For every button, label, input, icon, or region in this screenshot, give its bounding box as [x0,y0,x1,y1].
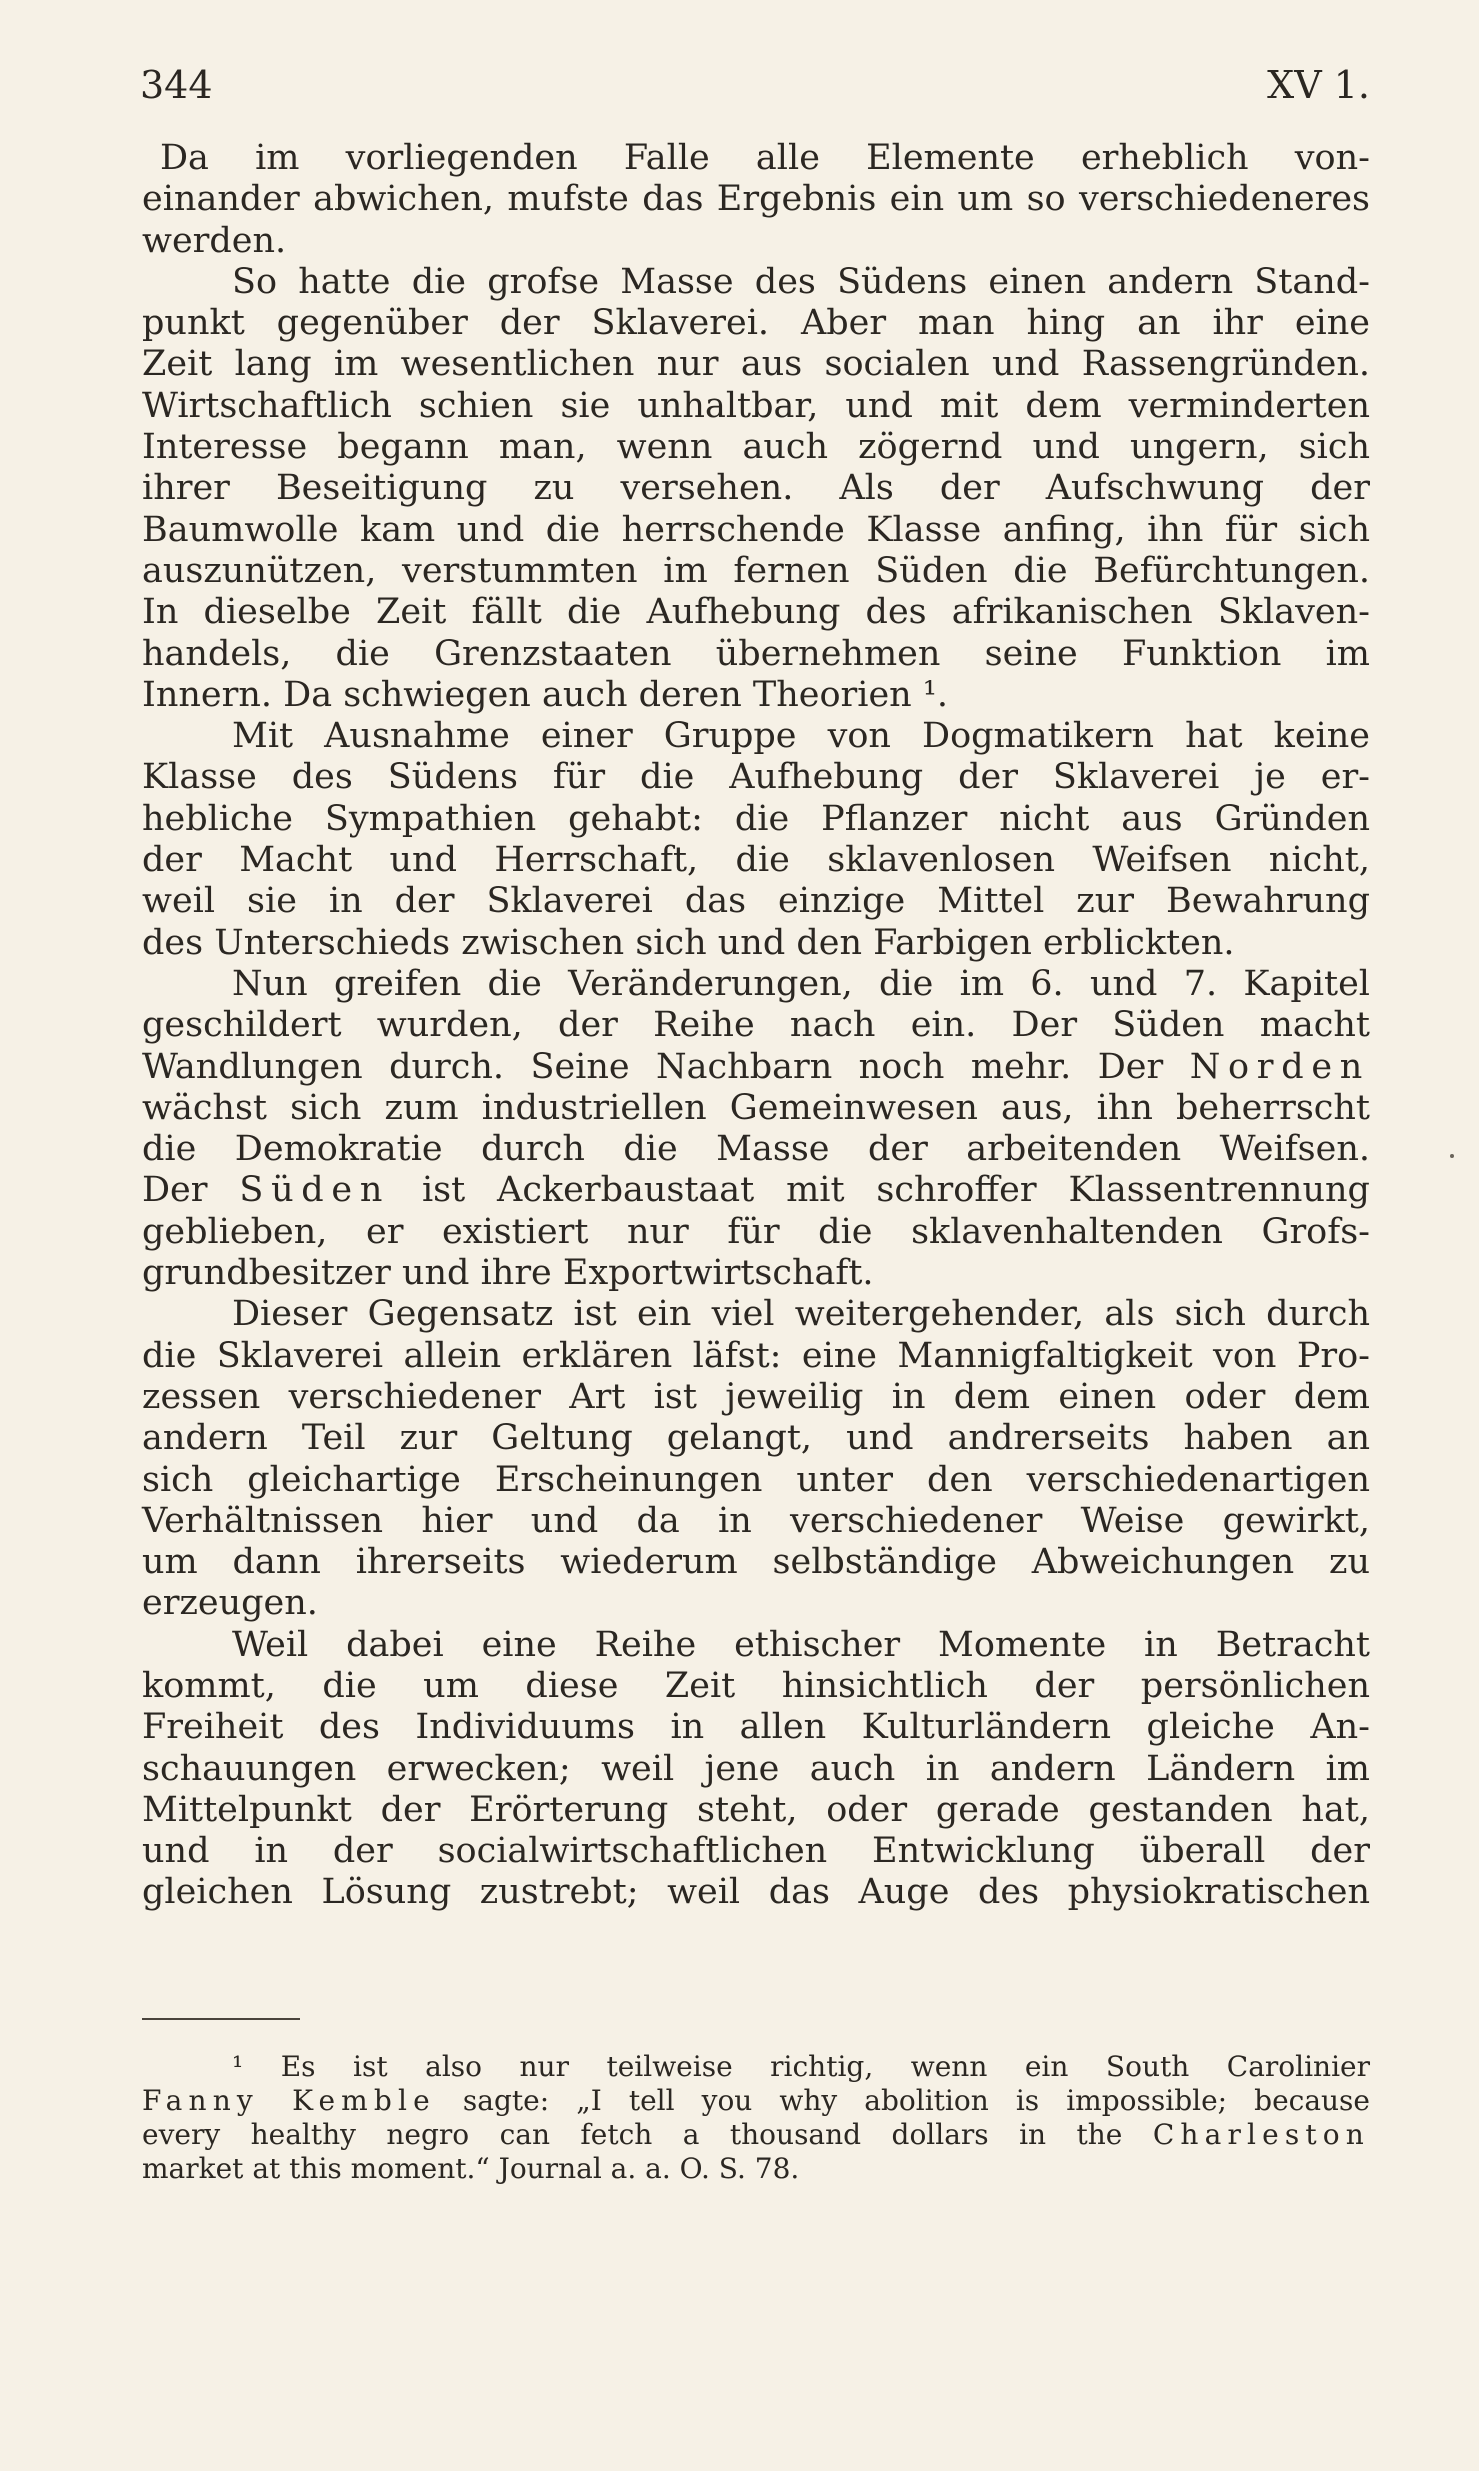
text-line: grundbesitzer und ihre Exportwirtschaft. [142,1253,874,1294]
spaced-emphasis: Norden [1189,1046,1370,1087]
text-line: Nun greifen die Veränderungen, die im 6. und 7. Kapitel [232,963,1370,1004]
text-line: und in der socialwirtschaftlichen Entwicklung überall der [142,1831,1370,1872]
text-line: Weil dabei eine Reihe ethischer Momente in Betracht [232,1624,1370,1665]
text-line: zessen verschiedener Art ist jeweilig in dem einen oder dem [142,1376,1370,1417]
text-line: Da im vorliegenden Falle alle Elemente erheblich von- [160,138,1370,178]
text-line: ihrer Beseitigung zu versehen. Als der Aufschwung der [142,468,1370,509]
text-line: die Demokratie durch die Masse der arbeitenden Weifsen. [142,1129,1370,1170]
footnote-line: ¹ Es ist also nur teilweise richtig, wenn ein South Carolinier [232,2050,1370,2083]
text-line: Dieser Gegensatz ist ein viel weitergehender, als sich durch [232,1294,1370,1335]
section-mark: XV 1. [1267,63,1370,107]
text-line: Verhältnissen hier und da in verschiedener Weise gewirkt, [142,1500,1370,1541]
footnotes [142,2050,1370,2186]
text-line: auszunützen, verstummten im fernen Süden die Befürchtungen. [142,550,1370,591]
text-line: die Sklaverei allein erklären läfst: eine Mannigfaltigkeit von Pro- [142,1335,1370,1376]
text-line: hebliche Sympathien gehabt: die Pflanzer nicht aus Gründen [142,798,1370,839]
text-line: der Macht und Herrschaft, die sklavenlosen Weifsen nicht, [142,840,1370,881]
text-line: gleichen Lösung zustrebt; weil das Auge des physiokratischen [142,1872,1370,1913]
text-line: erzeugen. [142,1583,318,1624]
footnote-line [142,2118,1370,2152]
text-segment: every healthy negro can fetch a thousand dollars in the [142,2118,1123,2151]
spaced-emphasis: Süden [239,1170,391,1211]
footnote-line: market at this moment.“ Journal a. a. O. S. 78. [142,2152,800,2185]
text-line: einander abwichen, mufste das Ergebnis ein um so verschiedeneres [142,179,1370,220]
text-line [142,1047,1370,1088]
text-segment: Wandlungen durch. Seine Nachbarn noch mehr. Der [142,1046,1164,1087]
text-line: um dann ihrerseits wiederum selbständige Abweichungen zu [142,1542,1370,1583]
text-line: Freiheit des Individuums in allen Kulturländern gleiche An- [142,1707,1370,1748]
text-line: handels, die Grenzstaaten übernehmen seine Funktion im [142,633,1370,674]
text-line: Wirtschaftlich schien sie unhaltbar, und mit dem verminderten [142,385,1370,426]
text-line: Innern. Da schwiegen auch deren Theorien ¹. [142,674,948,715]
text-line: geschildert wurden, der Reihe nach ein. Der Süden macht [142,1005,1370,1046]
page-number: 344 [140,63,213,107]
text-line: punkt gegenüber der Sklaverei. Aber man hing an ihr eine [142,303,1370,344]
text-line: Mit Ausnahme einer Gruppe von Dogmatikern hat keine [232,716,1370,757]
text-line [142,1170,1370,1211]
spaced-emphasis: Charleston [1152,2118,1370,2151]
text-line: Mittelpunkt der Erörterung steht, oder gerade gestanden hat, [142,1789,1370,1830]
text-line: schauungen erwecken; weil jene auch in andern Ländern im [142,1748,1370,1789]
text-line: werden. [142,220,287,261]
text-line: des Unterschieds zwischen sich und den Farbigen erblickten. [142,922,1235,963]
text-segment: Der [142,1170,208,1211]
text-segment: sagte: „I tell you why abolition is impossible; because [462,2084,1370,2117]
margin-speck [1450,1154,1454,1158]
text-line: kommt, die um diese Zeit hinsichtlich der persönlichen [142,1665,1370,1706]
text-line: weil sie in der Sklaverei das einzige Mittel zur Bewahrung [142,881,1370,922]
text-line: So hatte die grofse Masse des Südens einen andern Stand- [232,261,1370,302]
footnote-line [142,2084,1370,2118]
text-line: Baumwolle kam und die herrschende Klasse anfing, ihn für sich [142,509,1370,550]
text-line: Interesse begann man, wenn auch zögernd und ungern, sich [142,427,1370,468]
text-line: geblieben, er existiert nur für die sklavenhaltenden Grofs- [142,1211,1370,1252]
text-line: Zeit lang im wesentlichen nur aus socialen und Rassengründen. [142,344,1370,385]
text-segment: ist Ackerbaustaat mit schroffer Klassentrennung [421,1170,1370,1211]
text-line: sich gleichartige Erscheinungen unter den verschiedenartigen [142,1459,1370,1500]
spaced-emphasis: Fanny Kemble [142,2084,436,2117]
body-text [142,138,1370,1914]
text-line: Klasse des Südens für die Aufhebung der Sklaverei je er- [142,757,1370,798]
text-line: In dieselbe Zeit fällt die Aufhebung des afrikanischen Sklaven- [142,592,1370,633]
running-head [140,60,1370,110]
text-line: wächst sich zum industriellen Gemeinwesen aus, ihn beherrscht [142,1087,1370,1128]
footnote-rule [142,2018,300,2020]
text-line: andern Teil zur Geltung gelangt, und andrerseits haben an [142,1418,1370,1459]
